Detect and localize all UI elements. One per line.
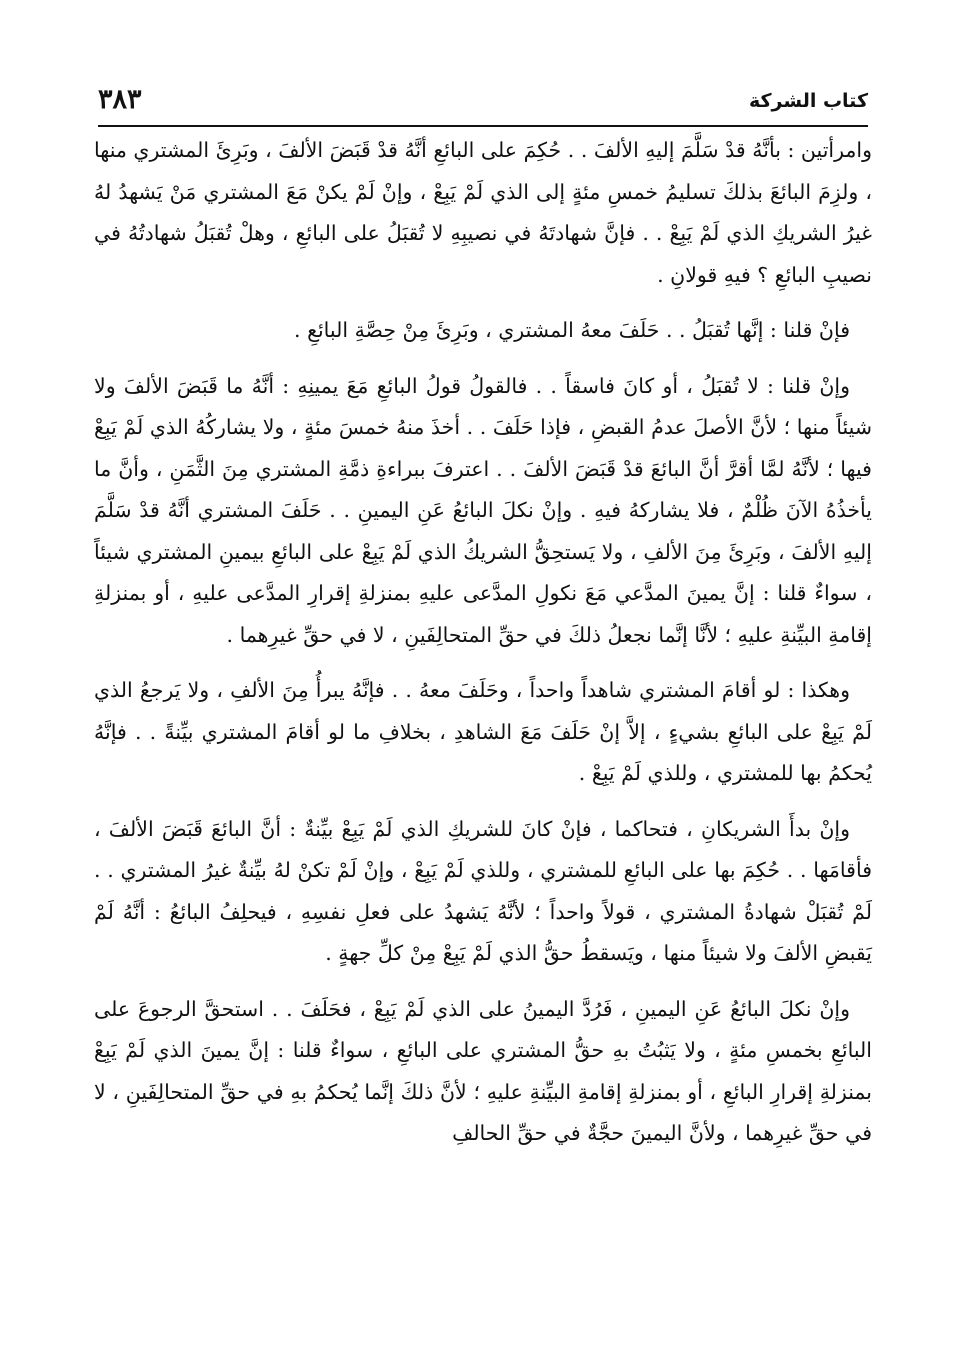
page-number: ٣٨٣	[98, 84, 142, 115]
paragraph: وإنْ قلنا : لا تُقبَلُ ، أو كانَ فاسقاً . . فالقولُ قولُ البائعِ مَعَ يمينِهِ : أنَّهُ ما قَبَضَ الألفَ ولا شيئاً منها ؛ لأنَّ الأصلَ عدمُ القبضِ ، فإذا حَلَفَ . . أخذَ منهُ خمسَ مئةٍ ، ولا يشاركُهُ الذي لَمْ يَبِعْ فيها ؛ لأنَّهُ لمَّا أقرَّ أنَّ البائعَ قدْ قَبَضَ الألفَ . . اعترفَ ببراءةِ ذمَّةِ المشتري مِنَ الثَّمَنِ ، وأنَّ ما يأخذُهُ الآنَ ظُلْمٌ ، فلا يشاركهُ فيهِ . وإنْ نكلَ البائعُ عَنِ اليمينِ . . حَلَفَ المشتري أنَّهُ قدْ سَلَّمَ إليهِ الألفَ ، وبَرِئَ مِنَ الألفِ ، ولا يَستحِقُّ الشريكُ الذي لَمْ يَبِعْ على البائعِ بيمينِ المشتري شيئاً ، سواءٌ قلنا : إنَّ يمينَ المدَّعي مَعَ نكولِ المدَّعى عليهِ بمنزلةِ إقرارِ المدَّعى عليهِ ، أو بمنزلةِ إقامةِ البيِّنةِ عليهِ ؛ لأنَّا إنَّما نجعلُ ذلكَ في حقِّ المتحالِفَينِ ، لا في حقِّ غيرِهما .	[94, 373, 872, 647]
running-header	[98, 84, 868, 124]
paragraph: وإنْ بدأَ الشريكانِ ، فتحاكما ، فإنْ كانَ للشريكِ الذي لَمْ يَبِعْ بيِّنةٌ : أنَّ البائعَ قَبَضَ الألفَ ، فأقامَها . . حُكِمَ بها على البائعِ للمشتري ، وللذي لَمْ يَبِعْ ، وإنْ لَمْ تكنْ لهُ بيِّنةٌ غيرُ المشتري . . لَمْ تُقبَلْ شهادةُ المشتري ، قولاً واحداً ؛ لأنَّهُ يَشهدُ على فعلِ نفسِهِ ، فيحلِفُ البائعُ : أنَّهُ لَمْ يَقبضِ الألفَ ولا شيئاً منها ، ويَسقطُ حقُّ الذي لَمْ يَبِعْ مِنْ كلِّ جهةٍ .	[94, 816, 872, 965]
page-body	[94, 130, 872, 1169]
paragraph: فإنْ قلنا : إنَّها تُقبَلُ . . حَلَفَ معهُ المشتري ، وبَرِئَ مِنْ حِصَّةِ البائعِ .	[294, 318, 850, 342]
header-rule	[98, 125, 868, 127]
paragraph: وهكذا : لو أقامَ المشتري شاهداً واحداً ، وحَلَفَ معهُ . . فإنَّهُ يبرأُ مِنَ الألفِ ، ولا يَرجعُ الذي لَمْ يَبِعْ على البائعِ بشيءٍ ، إلاَّ إنْ حَلَفَ مَعَ الشاهدِ ، بخلافِ ما لو أقامَ المشتري بيِّنةً . . فإنَّهُ يُحكمُ بها للمشتري ، وللذي لَمْ يَبِعْ .	[94, 678, 872, 785]
paragraph: وامرأتين : بأنَّهُ قدْ سَلَّمَ إليهِ الألفَ . . حُكِمَ على البائعِ أنَّهُ قدْ قَبَضَ الألفَ ، وبَرِئَ المشتري منها ، ولزِمَ البائعَ بذلكَ تسليمُ خمسِ مئةٍ إلى الذي لَمْ يَبِعْ ، وإنْ لَمْ يكنْ مَعَ المشتري مَنْ يَشهدُ لهُ غيرُ الشريكِ الذي لَمْ يَبِعْ . . فإنَّ شهادتَهُ في نصيبِهِ لا تُقبَلُ على البائعِ ، وهلْ تُقبَلُ شهادتُهُ في نصيبِ البائعِ ؟ فيهِ قولانِ .	[94, 138, 872, 287]
paragraph: وإنْ نكلَ البائعُ عَنِ اليمينِ ، فَرُدَّ اليمينُ على الذي لَمْ يَبِعْ ، فحَلَفَ . . استحقَّ الرجوعَ على البائعِ بخمسِ مئةٍ ، ولا يَثبُتُ بهِ حقُّ المشتري على البائعِ ، سواءٌ قلنا : إنَّ يمينَ الذي لَمْ يَبِعْ بمنزلةِ إقرارِ البائعِ ، أو بمنزلةِ إقامةِ البيِّنةِ عليهِ ؛ لأنَّ ذلكَ إنَّما يُحكمُ بهِ في حقِّ المتحالِفَينِ ، لا في حقِّ غيرِهما ، ولأنَّ اليمينَ حجَّةٌ في حقِّ الحالفِ	[94, 996, 872, 1145]
book-title: كتاب الشركة	[748, 90, 868, 112]
